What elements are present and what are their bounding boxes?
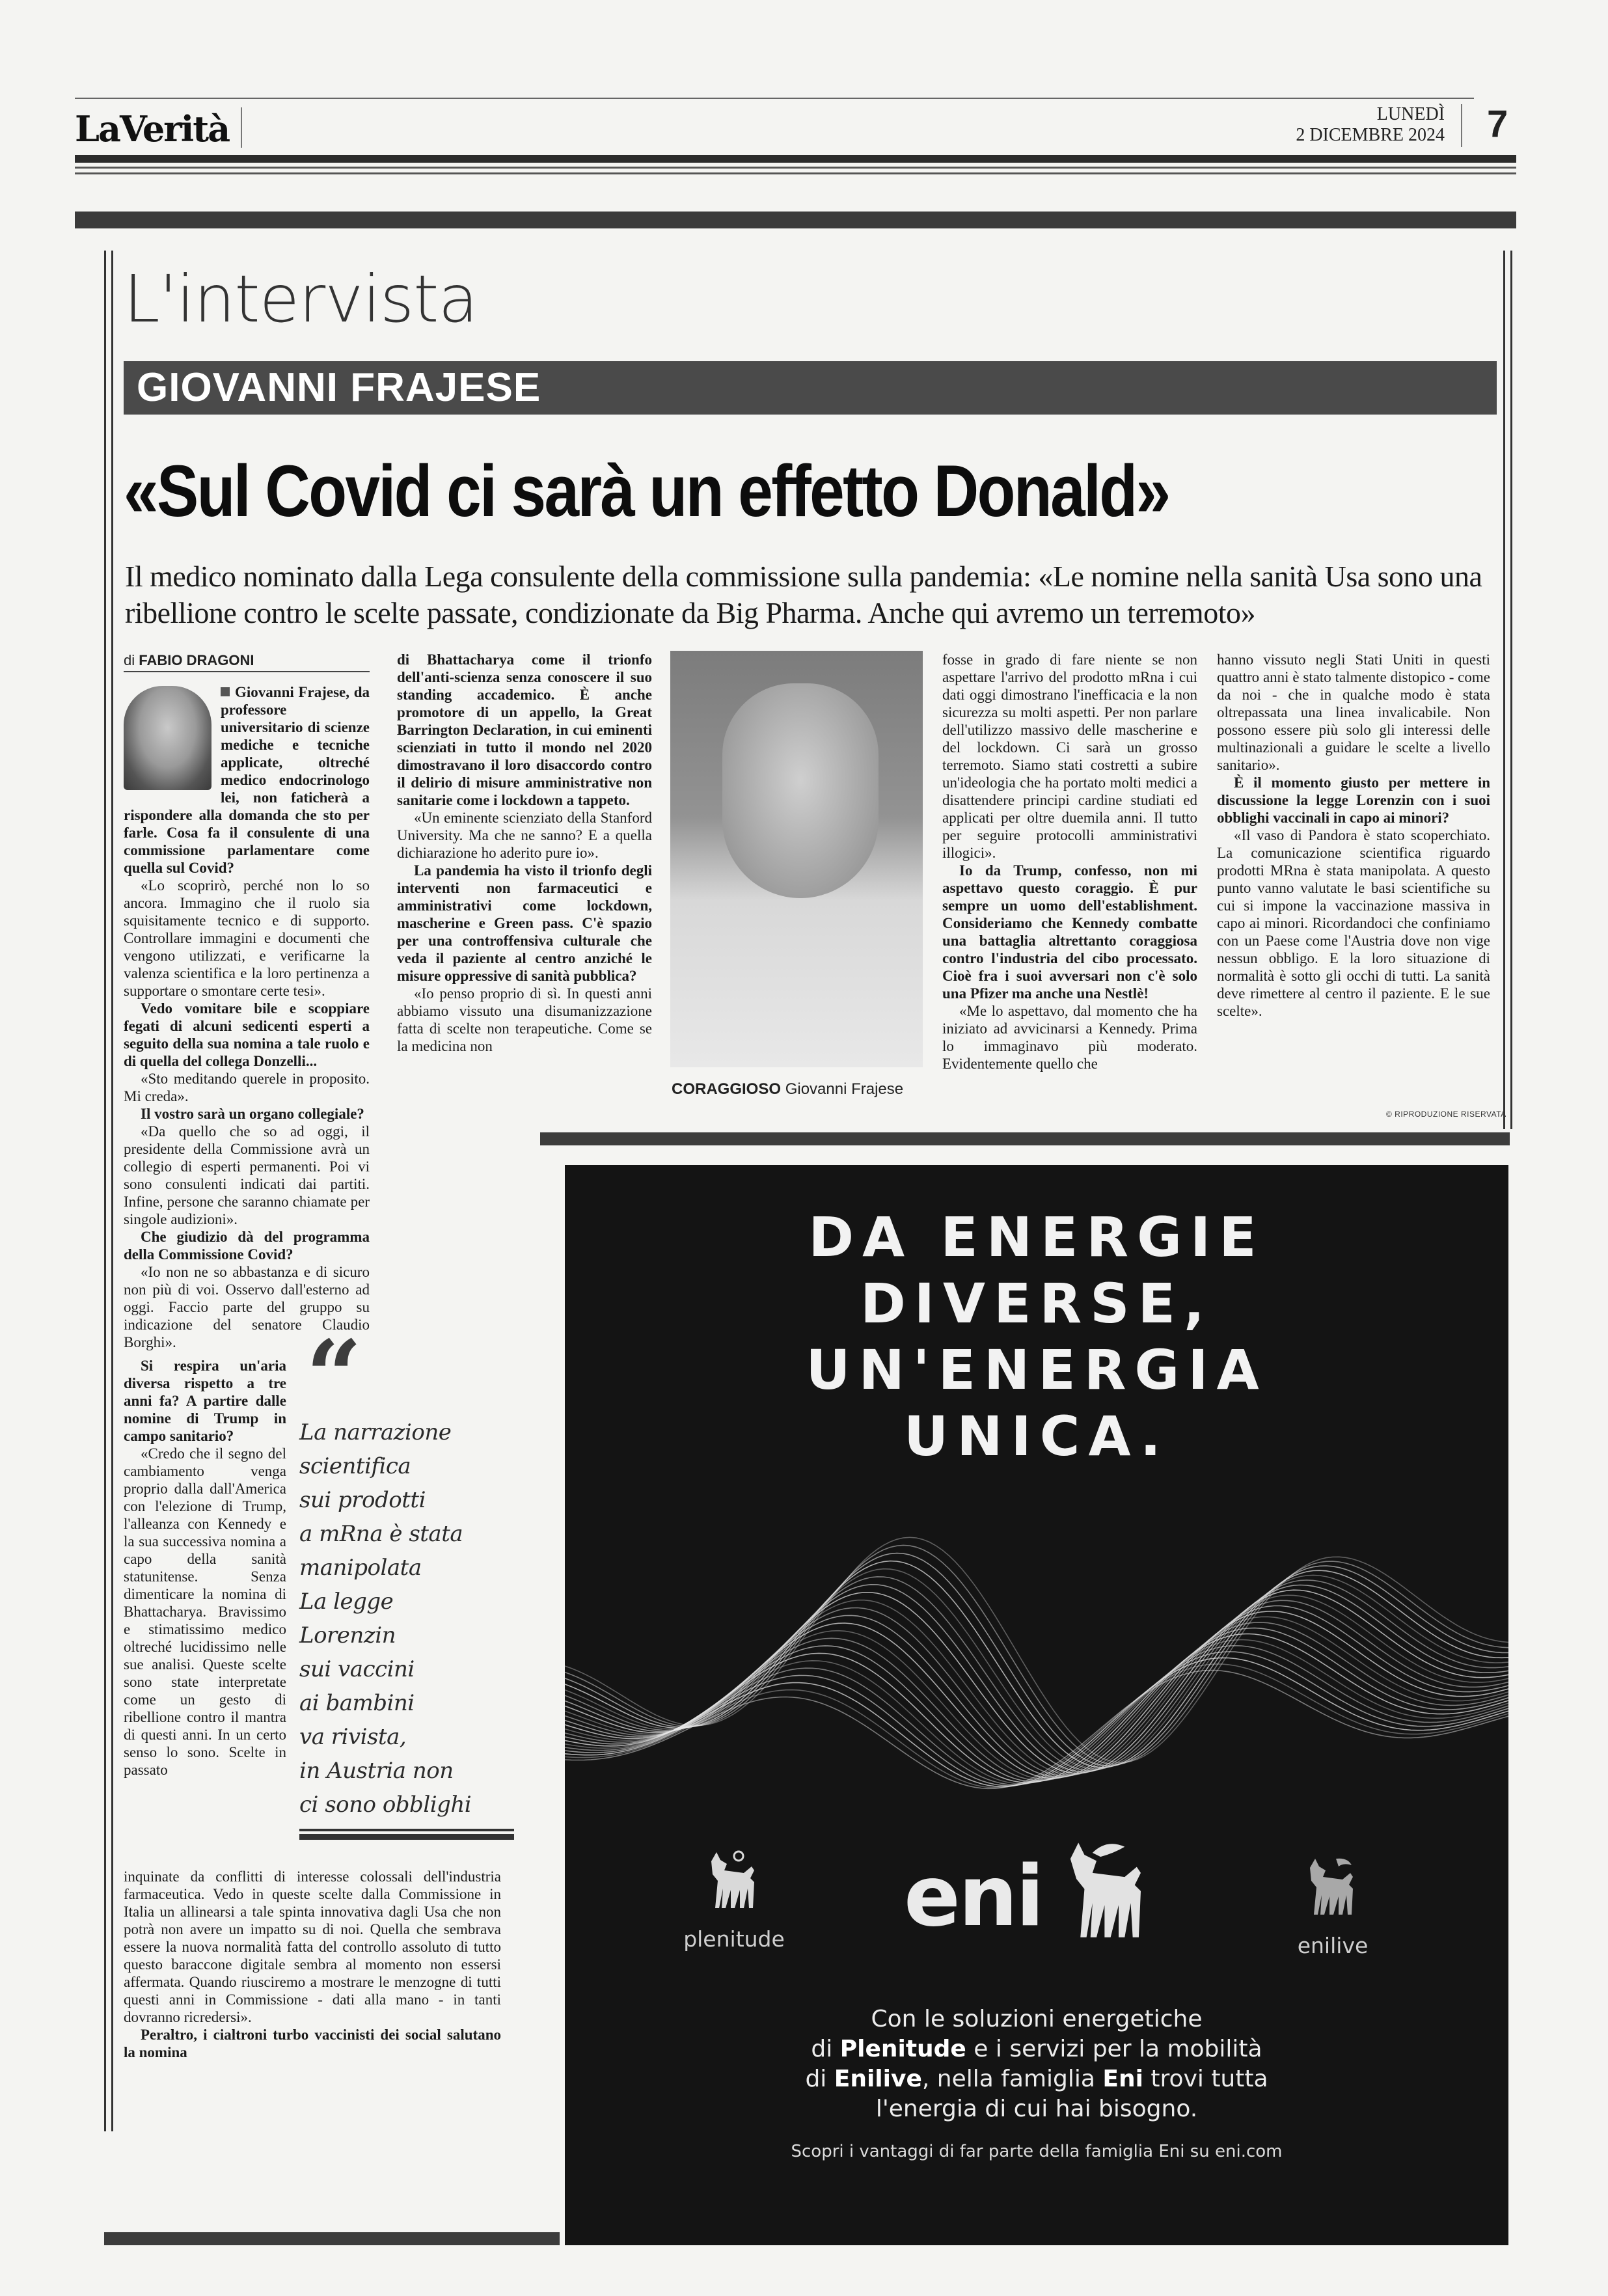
section-top-bar	[75, 212, 1516, 228]
ad-body-line: Con le soluzioni energetiche	[871, 2006, 1203, 2032]
answer-continued: inquinate da conflitti di interesse colossali dell'industria farmaceutica. Vedo in queste scelte dalla Commissione in Italia un allinearsi a tale spinta innovativa dagli Usa che non potrà non avere un impatto su di noi. Quella che sembrava essere la nuova normalità fatta del controllo assoluto di tutto questo baraccone digitale sembra al momento non essersi affermata. Quando riusciremo a mostrare le menzogne di tutti questi anni in Commissione - dati alla mano - in tanti dovranno ricredersi».	[124, 1868, 501, 2025]
article-column-1-narrow	[124, 1357, 286, 1779]
answer: «Lo scoprirò, perché non lo so ancora. Immagino che il ruolo sia squisitamente tecnico e di supporto. Controllare immagini e documenti che vengono utilizzati, e verificarne la valenza scientifica e la loro pertinenza a supportare o smontare certe tesi».	[124, 877, 370, 999]
question: La pandemia ha visto il trionfo degli interventi non farmaceutici e amministrativi come lockdown, mascherine e Green pass. C'è spazio per una controffensiva culturale che veda il paziente al centro anziché le misure oppressive di sanità pubblica?	[397, 862, 652, 984]
article-column-4	[942, 651, 1197, 1073]
lead-square-icon	[221, 687, 230, 696]
enilive-label: enilive	[1297, 1933, 1369, 1958]
interviewee-name: GIOVANNI FRAJESE	[137, 365, 541, 410]
wave-line	[565, 1585, 1508, 1772]
answer-continued: fosse in grado di fare niente se non aspettare l'arrivo del prodotto mRna i cui dati oggi dimostrano l'inefficacia e la non sicurezza su molti aspetti. Per non parlare dell'utilizzo massivo delle mascherine e del lockdown. Ci sarà un grosso terremoto. Siamo stati costretti a subire un'ideologia che ha portato molti medici a disattendere principi cardine studiati ed applicati per oltre duemila anni. Il tutto per seguire protocolli amministrativi illogici».	[942, 651, 1197, 861]
pull-quote-line: ci sono obblighi	[299, 1792, 472, 1818]
answer-continued: hanno vissuto negli Stati Uniti in questi quattro anni è stato talmente distopico - come da noi - che in qualche modo è stata oltrepassata una linea invalicabile. Non possono essere più solo gli interessi delle multinazionali a guidare le scelte a livello sanitario».	[1217, 651, 1490, 773]
plenitude-logo	[669, 1848, 799, 1952]
pull-quote-rule	[299, 1829, 514, 1831]
page-bottom-bar	[104, 2232, 560, 2245]
section-title: L'intervista	[124, 261, 478, 337]
article-frame-left	[104, 251, 113, 2131]
ad-headline-line: UN'ENERGIA	[806, 1338, 1268, 1402]
pull-quote-line: manipolata	[299, 1555, 422, 1581]
six-legged-dog-icon	[1297, 1855, 1369, 1933]
eni-wordmark: eni	[904, 1848, 1042, 1945]
byline	[124, 652, 370, 672]
pull-quote-line: a mRna è stata	[299, 1521, 463, 1547]
wave-line	[565, 1628, 1508, 1782]
ad-headline-line: UNICA.	[904, 1404, 1169, 1468]
ad-brand-enilive: Enilive	[834, 2066, 922, 2092]
wave-line	[565, 1553, 1508, 1766]
masthead-rule-thick	[75, 155, 1516, 163]
enilive-logo	[1268, 1855, 1398, 1959]
newspaper-logo: LaVerità	[75, 108, 230, 150]
byline-author: FABIO DRAGONI	[139, 652, 254, 668]
answer: «Io penso proprio di sì. In questi anni abbiamo vissuto una disumanizzazione fatta di scelte non terapeutiche. Come se la medicina non	[397, 985, 652, 1054]
masthead-rule-thin	[75, 167, 1516, 169]
question: Io da Trump, confesso, non mi aspettavo questo coraggio. È pur sempre un uomo dell'establishment. Consideriamo che Kennedy combatte una battaglia altrettanto coraggiosa contro l'industria del cibo processato. Cioè fra i suoi avversari non c'è solo una Pfizer ma anche una Nestlè!	[942, 862, 1197, 1002]
question: Il vostro sarà un organo collegiale?	[141, 1106, 364, 1122]
ad-headline	[565, 1204, 1508, 1469]
pull-quote	[299, 1415, 521, 1822]
ad-brand-eni: Eni	[1102, 2066, 1143, 2092]
quote-mark-icon: “	[306, 1319, 362, 1434]
pull-quote-rule	[299, 1834, 514, 1840]
question-text: Giovanni Frajese, da professore universitario di scienze mediche e tecniche applicate, oltreché medico endocrinologo lei, non faticherà a rispondere alla domanda che sto per farle. Cosa fa il consulente di una commissione parlamentare come quella sul Covid?	[124, 684, 370, 876]
pull-quote-line: Lorenzin	[299, 1622, 396, 1648]
eni-logo	[884, 1835, 1183, 1959]
answer: «Io non ne so abbastanza e di sicuro non più di voi. Osservo dall'esterno ad oggi. Faccio parte del gruppo su indicazione del senatore Claudio Borghi».	[124, 1264, 370, 1350]
article-column-5	[1217, 651, 1490, 1020]
ad-headline-line: DA ENERGIE	[808, 1205, 1265, 1269]
ad-text: trovi tutta	[1143, 2066, 1268, 2092]
six-legged-dog-icon	[1052, 1835, 1163, 1959]
wave-line	[565, 1611, 1508, 1779]
wave-line	[565, 1664, 1508, 1788]
issue-weekday: LUNEDÌ	[1376, 104, 1445, 124]
wave-line	[565, 1569, 1508, 1769]
question: Si respira un'aria diversa rispetto a tre anni fa? A partire dalle nomine di Trump in campo sanitario?	[124, 1358, 286, 1444]
answer: «Un eminente scienziato della Stanford University. Ma che ne sanno? E a quella dichiarazione ho aderito pure io».	[397, 810, 652, 861]
interviewee-band	[124, 361, 1497, 415]
masthead-rule	[75, 98, 1474, 99]
ad-text: e i servizi per la mobilità	[966, 2036, 1262, 2062]
issue-date	[1223, 104, 1445, 146]
pull-quote-line: sui prodotti	[299, 1487, 426, 1513]
wave-line	[565, 1561, 1508, 1768]
interviewee-photo-face	[722, 683, 879, 898]
masthead-rule-thin	[75, 172, 1516, 174]
caption-name: Giovanni Frajese	[785, 1080, 904, 1098]
ad-headline-line: DIVERSE,	[860, 1272, 1213, 1335]
article-bottom-bar	[540, 1132, 1510, 1145]
author-portrait	[124, 686, 211, 790]
article-frame-right	[1503, 251, 1512, 1129]
page-number: 7	[1487, 103, 1508, 145]
question-continued: di Bhattacharya come il trionfo dell'anti-scienza senza conoscere il suo standing accademico. È anche promotore di un appello, la Great Barrington Declaration, in cui eminenti scienziati in tutto il mondo nel 2020 dimostravano il loro disaccordo contro il delirio di misure amministrative non sanitarie come i lockdown a tappeto.	[397, 651, 652, 808]
ad-body-line	[565, 2034, 1508, 2064]
subheadline: Il medico nominato dalla Lega consulente della commissione sulla pandemia: «Le nomine nella sanità Usa sono una ribellione contro le scelte passate, condizionate da Big Pharma. Anche qui avremo un terremoto»	[125, 560, 1482, 629]
question: Vedo vomitare bile e scoppiare fegati di alcuni sedicenti esperti a seguito della sua nomina a tale ruolo e di quella del collega Donzelli...	[124, 1000, 370, 1069]
masthead-divider	[1461, 104, 1462, 147]
pull-quote-line: scientifica	[299, 1453, 411, 1479]
energy-wave-graphic	[565, 1471, 1508, 1835]
answer: «Credo che il segno del cambiamento venga proprio dalla dall'America con l'elezione di Trump, l'alleanza con Kennedy e la sua successiva nomina a capo della sanità statunitense. Senza dimenticare la nomina di Bhattacharya. Bravissimo e stimatissimo medico oltreché lucidissimo nelle sue analisi. Queste scelte sono state interpretate come un gesto di ribellione contro il mantra di questi anni. In un certo senso lo sono. Scelte in passato	[124, 1445, 286, 1778]
question: Peraltro, i cialtroni turbo vaccinisti dei social salutano la nomina	[124, 2027, 501, 2060]
caption-label: CORAGGIOSO	[672, 1080, 782, 1098]
pull-quote-line: sui vaccini	[299, 1656, 415, 1682]
wave-line	[565, 1634, 1508, 1783]
headline: «Sul Covid ci sarà un effetto Donald»	[124, 450, 1169, 532]
ad-text: , nella famiglia	[921, 2066, 1103, 2092]
byline-prefix: di	[124, 652, 135, 668]
pull-quote-line: va rivista,	[299, 1724, 407, 1750]
masthead-divider	[241, 107, 242, 148]
copyright-notice: © RIPRODUZIONE RISERVATA	[1386, 1110, 1506, 1119]
photo-caption	[672, 1080, 903, 1099]
wave-line	[565, 1590, 1508, 1773]
ad-text: di	[805, 2066, 834, 2092]
question: È il momento giusto per mettere in discussione la legge Lorenzin con i suoi obblighi vaccinali in capo ai minori?	[1217, 774, 1490, 826]
ad-body-line: l'energia di cui hai bisogno.	[875, 2096, 1198, 2122]
wave-line	[565, 1577, 1508, 1771]
answer: «Me lo aspettavo, dal momento che ha iniziato ad avvicinarsi a Kennedy. Prima lo immaginavo più moderato. Evidentemente quello che	[942, 1003, 1197, 1072]
ad-body-line	[565, 2064, 1508, 2094]
wave-line	[565, 1671, 1508, 1789]
plenitude-label: plenitude	[683, 1926, 785, 1952]
answer: «Da quello che so ad oggi, il presidente della Commissione avrà un collegio di esperti permanenti. Poi vi sono consulenti indicati dai partiti. Infine, persone che saranno chiamate per singole audizioni».	[124, 1123, 370, 1227]
answer: «Sto meditando querele in proposito. Mi creda».	[124, 1071, 370, 1104]
ad-call-to-action[interactable]: Scopri i vantaggi di far parte della famiglia Eni su eni.com	[791, 2142, 1283, 2161]
article-column-2	[397, 651, 652, 1055]
ad-body-text	[565, 2004, 1508, 2124]
answer: «Il vaso di Pandora è stato scoperchiato. La comunicazione scientifica riguardo prodotti MRna è stata manipolata. A questo punto vanno valutate le basi scientifiche su cui si impone la vaccinazione massiva in capo ai minori. Ricordandoci che confiniamo con un Paese come l'Austria dove non vige nessun obbligo. E la loro situazione di normalità è sotto gli occhi di tutti. La sanità deve rimettere al centro il paziente. E le sue scelte».	[1217, 827, 1490, 1019]
pull-quote-line: in Austria non	[299, 1758, 454, 1784]
six-legged-dog-icon	[698, 1848, 770, 1926]
pull-quote-line: La legge	[299, 1589, 394, 1615]
issue-date-text: 2 DICEMBRE 2024	[1296, 125, 1445, 145]
ad-brand-plenitude: Plenitude	[839, 2036, 966, 2062]
pull-quote-line: ai bambini	[299, 1690, 415, 1716]
eni-advertisement[interactable]	[565, 1165, 1508, 2245]
pull-quote-line: La narrazione	[299, 1419, 452, 1445]
article-column-1-bottom	[124, 1868, 501, 2061]
article-column-1	[124, 683, 370, 1351]
ad-text: di	[811, 2036, 840, 2062]
question: Che giudizio dà del programma della Commissione Covid?	[124, 1229, 370, 1263]
